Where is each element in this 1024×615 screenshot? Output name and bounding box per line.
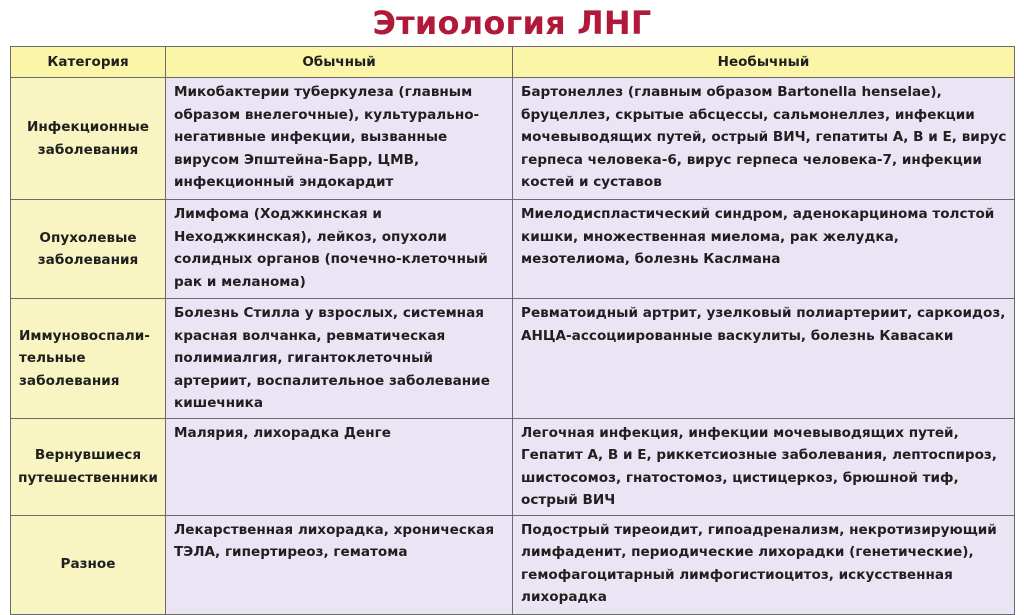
header-common: Обычный (166, 47, 513, 78)
table-row-infectious (11, 78, 1015, 200)
uncommon-cell: Легочная инфекция, инфекции мочевыводящих путей, Гепатит А, В и Е, риккетсиозные заболевания, лептоспироз, шистосомоз, гнатостомоз, цистицеркоз, брюшной тиф, острый ВИЧ (513, 418, 1015, 515)
category-cell: Опухолевые заболевания (11, 200, 166, 299)
table-row-immunoinflammatory (11, 299, 1015, 419)
common-cell: Микобактерии туберкулеза (главным образом внелегочные), культурально-негативные инфекции, вызванные вирусом Эпштейна-Барр, ЦМВ, инфекционный эндокардит (166, 78, 513, 200)
table-row-neoplastic (11, 200, 1015, 299)
table-row-miscellaneous (11, 515, 1015, 614)
common-cell: Малярия, лихорадка Денге (166, 418, 513, 515)
table-row-travelers (11, 418, 1015, 515)
etiology-table (10, 46, 1015, 615)
page-title: Этиология ЛНГ (372, 4, 652, 42)
header-category: Категория (11, 47, 166, 78)
common-cell: Болезнь Стилла у взрослых, системная красная волчанка, ревматическая полимиалгия, гигантоклеточный артериит, воспалительное заболевание кишечника (166, 299, 513, 419)
uncommon-cell: Миелодиспластический синдром, аденокарцинома толстой кишки, множественная миелома, рак желудка, мезотелиома, болезнь Каслмана (513, 200, 1015, 299)
uncommon-cell: Подострый тиреоидит, гипоадренализм, некротизирующий лимфаденит, периодические лихорадки (генетические), гемофагоцитарный лимфогистиоцитоз, искусственная лихорадка (513, 515, 1015, 614)
category-cell: Иммуновоспали-тельные заболевания (11, 299, 166, 419)
category-cell: Инфекционные заболевания (11, 78, 166, 200)
category-cell: Вернувшиеся путешественники (11, 418, 166, 515)
uncommon-cell: Бартонеллез (главным образом Bartonella henselae), бруцеллез, скрытые абсцессы, сальмонеллез, инфекции мочевыводящих путей, острый ВИЧ, гепатиты А, В и Е, вирус герпеса человека-6, вирус герпеса человека-7, инфекции костей и суставов (513, 78, 1015, 200)
common-cell: Лекарственная лихорадка, хроническая ТЭЛА, гипертиреоз, гематома (166, 515, 513, 614)
category-cell: Разное (11, 515, 166, 614)
common-cell: Лимфома (Ходжкинская и Неходжкинская), лейкоз, опухоли солидных органов (почечно-клеточный рак и меланома) (166, 200, 513, 299)
table-header-row (11, 47, 1015, 78)
uncommon-cell: Ревматоидный артрит, узелковый полиартериит, саркоидоз, АНЦА-ассоциированные васкулиты, болезнь Кавасаки (513, 299, 1015, 419)
header-uncommon: Необычный (513, 47, 1015, 78)
